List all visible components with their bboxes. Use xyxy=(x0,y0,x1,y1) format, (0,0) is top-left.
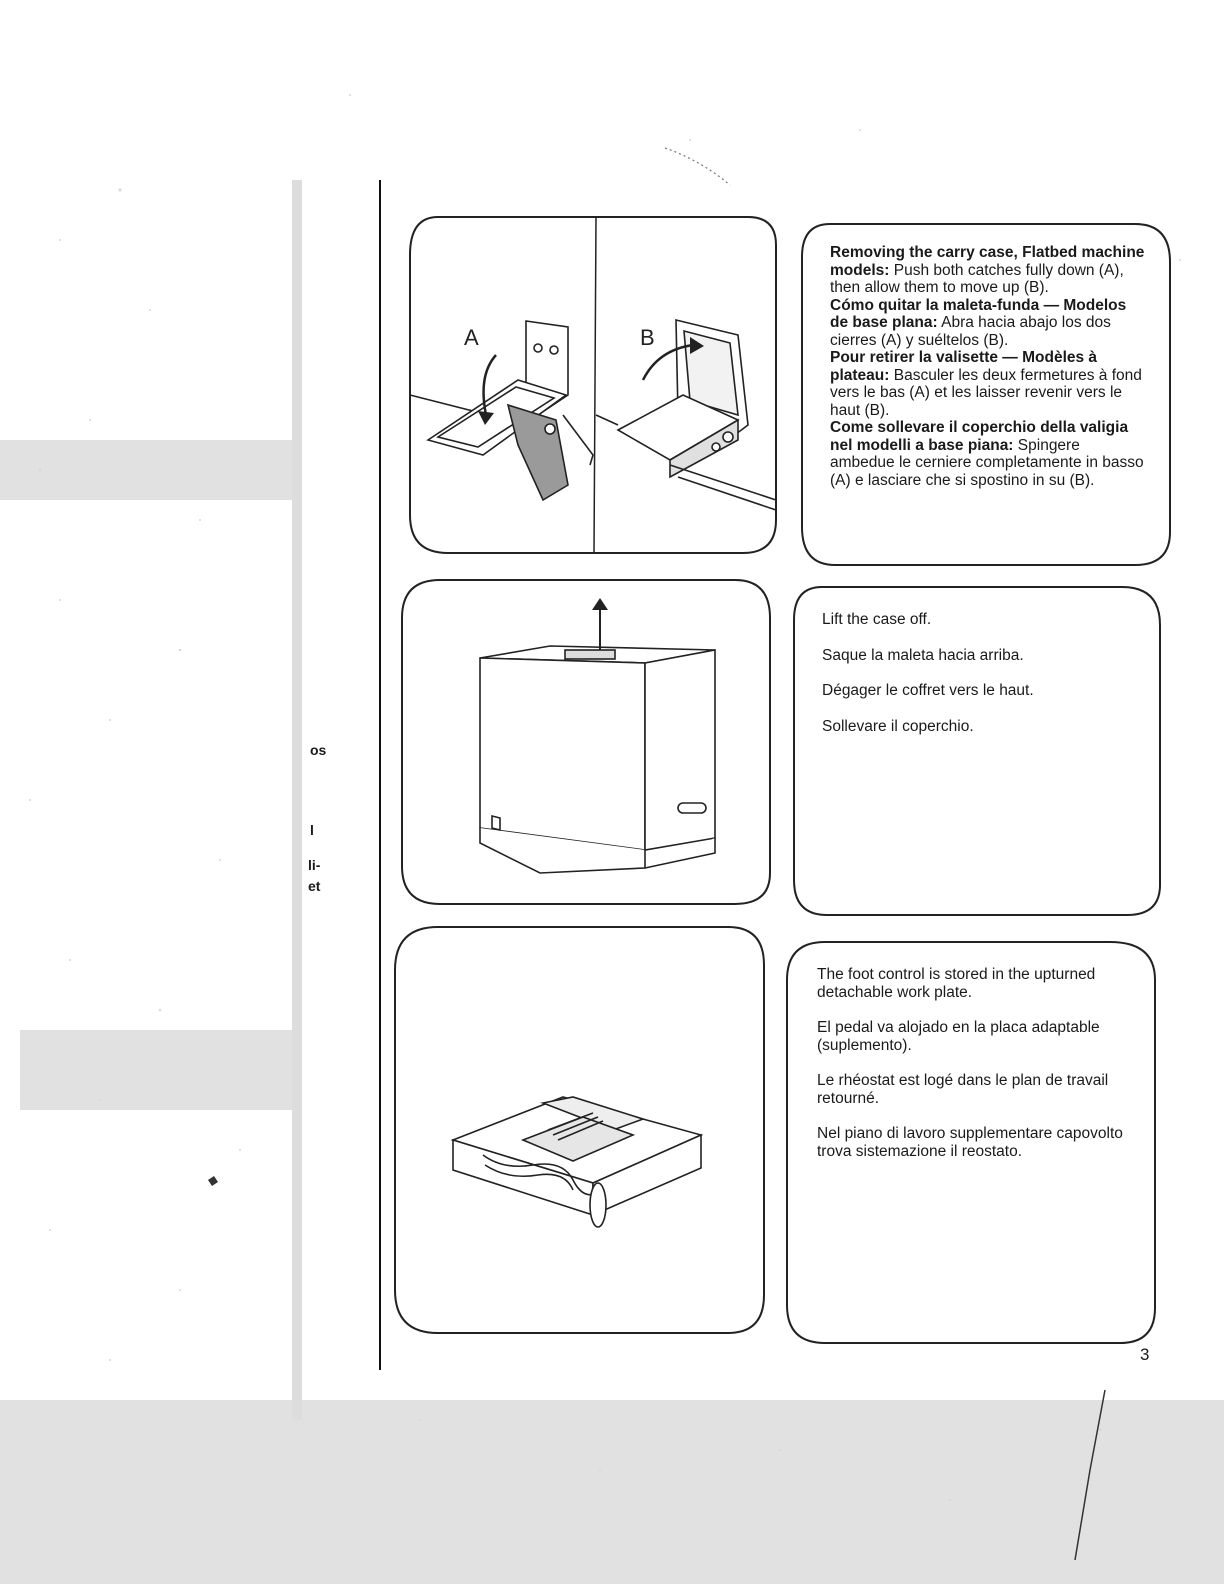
lift-case-en: Lift the case off. xyxy=(822,611,932,628)
prev-page-fragment: l xyxy=(310,822,314,838)
foot-control-fr: Le rhéostat est logé dans le plan de travail retourné. xyxy=(817,1072,1109,1107)
lift-case-illustration xyxy=(400,578,772,906)
foot-control-it: Nel piano di lavoro supplementare capovolto trova sistemazione il reostato. xyxy=(817,1125,1123,1160)
remove-case-fr: Pour retirer la valisette — Modèles à plateau: Basculer les deux fermetures à fond vers le bas (A) et les laisser revenir vers le haut (B). xyxy=(830,349,1142,419)
foot-control-text-panel xyxy=(785,940,1157,1345)
page-number: 3 xyxy=(1140,1345,1150,1364)
foot-control-illustration-panel xyxy=(393,925,766,1335)
previous-page-edge xyxy=(232,150,302,1420)
prev-page-fragment: li- xyxy=(308,857,321,873)
catch-illustration-panel xyxy=(408,215,778,555)
lift-case-illustration-panel xyxy=(400,578,772,906)
lift-case-it: Sollevare il coperchio. xyxy=(822,717,974,735)
remove-case-en: Removing the carry case, Flatbed machine models: Push both catches fully down (A), then allow them to move up (B). xyxy=(830,244,1145,296)
remove-case-text-panel xyxy=(800,222,1172,567)
foot-control-en: The foot control is stored in the upturned detachable work plate. xyxy=(817,966,1096,1001)
foot-control-illustration xyxy=(393,925,766,1335)
foot-control-text xyxy=(817,966,1137,1178)
remove-case-text xyxy=(830,244,1148,489)
lift-case-fr: Dégager le coffret vers le haut. xyxy=(822,682,1034,699)
prev-page-fragment: et xyxy=(308,878,321,894)
catch-a-label: A xyxy=(464,325,479,350)
foot-control-es: El pedal va alojado en la placa adaptable (suplemento). xyxy=(817,1019,1100,1054)
remove-case-es: Cómo quitar la maleta-funda — Modelos de base plana: Abra hacia abajo los dos cierres (A) y suéltelos (B). xyxy=(830,296,1127,349)
catch-b-label: B xyxy=(640,325,655,350)
prev-page-fragment: os xyxy=(310,742,327,758)
remove-case-it: Come sollevare il coperchio della valigia nel modelli a base piana: Spingere ambedue le cerniere completamente in basso (A) e lasciare che si spostino in su (B). xyxy=(830,419,1144,489)
lift-case-text-panel xyxy=(792,585,1162,917)
catches-illustration xyxy=(408,215,778,555)
lift-case-text xyxy=(822,611,1142,753)
lift-case-es: Saque la maleta hacia arriba. xyxy=(822,646,1024,664)
carry-case-drawing xyxy=(480,646,715,873)
